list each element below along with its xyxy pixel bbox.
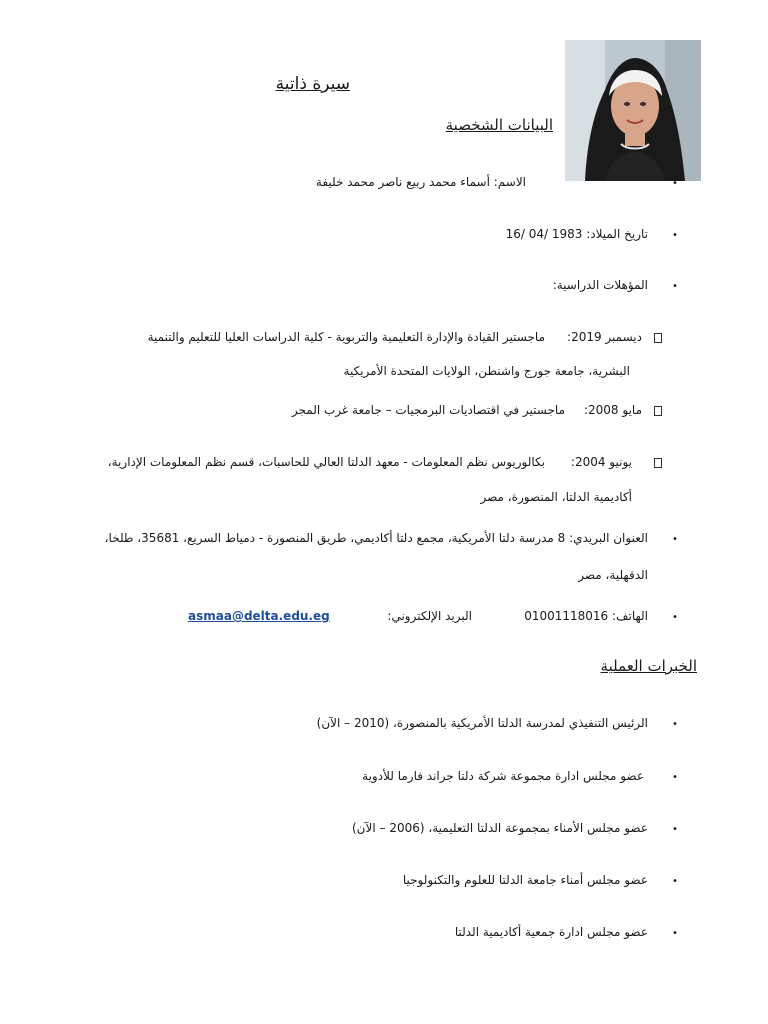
- email-label: البريد الإلكتروني:: [387, 609, 472, 623]
- qualification-text: ماجستير القيادة والإدارة التعليمية والتربوية - كلية الدراسات العليا للتعليم والتنمية: [147, 330, 545, 344]
- experience-item: عضو مجلس الأمناء بمجموعة الدلتا التعليمية، (2006 – الآن): [352, 821, 648, 835]
- qualification-date: مايو 2008:: [583, 403, 642, 417]
- bullet-icon: •: [672, 534, 678, 545]
- qualification-text-cont: البشرية، جامعة جورج واشنطن، الولايات المتحدة الأمريكية: [343, 364, 630, 378]
- name-value: أسماء محمد ربيع ناصر محمد خليفة: [315, 175, 490, 189]
- bullet-icon: •: [672, 824, 678, 835]
- bullet-icon: •: [672, 772, 678, 783]
- checkbox-square-icon: [654, 333, 662, 343]
- experience-item: عضو مجلس ادارة جمعية أكاديمية الدلتا: [454, 925, 648, 939]
- phone-value: 01001118016: [524, 609, 609, 623]
- qualifications-label: المؤهلات الدراسية:: [552, 278, 648, 292]
- phone-line: [500, 600, 648, 633]
- bullet-icon: •: [672, 612, 678, 623]
- bullet-icon: •: [672, 230, 678, 241]
- qualification-date: ديسمبر 2019:: [567, 330, 642, 344]
- page-title: سيرة ذاتية: [275, 74, 350, 94]
- name-line: [300, 166, 526, 199]
- birth-label: تاريخ الميلاد:: [586, 227, 648, 241]
- experience-item: الرئيس التنفيذي لمدرسة الدلتا الأمريكية بالمنصورة، (2010 – الآن): [316, 716, 648, 730]
- qualification-text: ماجستير في اقتصاديات البرمجيات – جامعة غرب المجر: [291, 403, 565, 417]
- experience-item: عضو مجلس أمناء جامعة الدلتا للعلوم والتكنولوجيا: [402, 873, 648, 887]
- bullet-icon: •: [672, 178, 678, 189]
- birth-date-line: [440, 218, 648, 251]
- bullet-icon: •: [672, 876, 678, 887]
- phone-label: الهاتف:: [612, 609, 648, 623]
- qualification-text-cont: أكاديمية الدلتا، المنصورة، مصر: [480, 490, 632, 504]
- qualification-text: بكالوريوس نظم المعلومات - معهد الدلتا العالي للحاسبات، قسم نظم المعلومات الإدارية،: [107, 455, 545, 469]
- email-link[interactable]: [188, 600, 330, 633]
- checkbox-square-icon: [654, 406, 662, 416]
- email-value[interactable]: asmaa@delta.edu.eg: [188, 609, 330, 623]
- qualification-date: يونيو 2004:: [570, 455, 632, 469]
- experience-item: عضو مجلس ادارة مجموعة شركة دلتا جراند فارما للأدوية: [362, 769, 644, 783]
- portrait-image: [565, 40, 701, 181]
- personal-info-heading: البيانات الشخصية: [445, 116, 553, 134]
- bullet-icon: •: [672, 928, 678, 939]
- bullet-icon: •: [672, 281, 678, 292]
- profile-photo: [565, 40, 701, 181]
- experience-heading: الخبرات العملية: [600, 657, 697, 675]
- address-line: العنوان البريدي: 8 مدرسة دلتا الأمريكية، مجمع دلتا أكاديمي، طريق المنصورة - دمياط السريع، 35681، طلخا،: [104, 531, 648, 545]
- address-line-cont: الدقهلية، مصر: [578, 568, 648, 582]
- name-label: الاسم:: [493, 175, 526, 189]
- bullet-icon: •: [672, 719, 678, 730]
- birth-value: 16/ 04/ 1983: [505, 227, 583, 241]
- checkbox-square-icon: [654, 458, 662, 468]
